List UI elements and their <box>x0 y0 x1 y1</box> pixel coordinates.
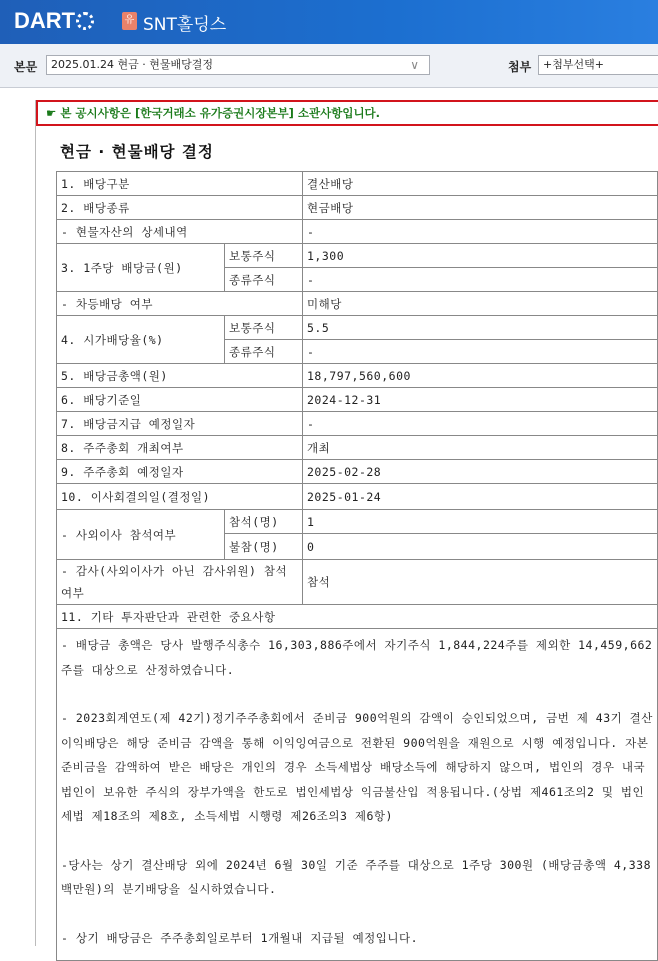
sub-label: 참석(명) <box>225 510 303 534</box>
row-label: 8. 주주총회 개최여부 <box>57 436 303 460</box>
table-row <box>57 388 658 412</box>
row-value: 2025-01-24 <box>303 484 658 510</box>
row-label: 4. 시가배당율(%) <box>57 316 225 364</box>
note-paragraph: -당사는 상기 결산배당 외에 2024년 6월 30일 기준 주주를 대상으로 1주당 300원 (배당금총액 4,338백만원)의 분기배당을 실시하였습니다. <box>61 857 652 896</box>
row-value: 5.5 <box>303 316 658 340</box>
table-row <box>57 244 658 268</box>
dart-logo[interactable] <box>14 8 94 34</box>
table-row <box>57 292 658 316</box>
logo-sun-icon <box>76 12 94 30</box>
row-value: 현금배당 <box>303 196 658 220</box>
row-label: - 차등배당 여부 <box>57 292 303 316</box>
row-value: 2025-02-28 <box>303 460 658 484</box>
row-label: 9. 주주총회 예정일자 <box>57 460 303 484</box>
chevron-down-icon: ∨ <box>410 58 419 72</box>
table-row <box>57 629 658 961</box>
table-row <box>57 220 658 244</box>
note-paragraph: - 상기 배당금은 주주총회일로부터 1개월내 지급될 예정입니다. <box>61 930 419 945</box>
section-header: 11. 기타 투자판단과 관련한 중요사항 <box>57 605 658 629</box>
row-label: 2. 배당종류 <box>57 196 303 220</box>
row-value: 개최 <box>303 436 658 460</box>
main-doc-value: 2025.01.24 현금 · 현물배당결정 <box>51 58 213 71</box>
table-row <box>57 605 658 629</box>
row-label: 5. 배당금총액(원) <box>57 364 303 388</box>
notes-cell <box>57 629 658 961</box>
logo-text: DART <box>14 8 76 33</box>
table-row <box>57 436 658 460</box>
table-row <box>57 316 658 340</box>
table-row <box>57 560 658 605</box>
header-bar <box>0 0 658 44</box>
row-value: - <box>303 220 658 244</box>
market-badge: 유 <box>122 12 137 30</box>
main-doc-select[interactable] <box>46 55 430 75</box>
row-label: 10. 이사회결의일(결정일) <box>57 484 303 510</box>
row-value: 1 <box>303 510 658 534</box>
sub-label: 보통주식 <box>225 316 303 340</box>
row-value: 결산배당 <box>303 172 658 196</box>
row-label: - 감사(사외이사가 아닌 감사위원) 참석여부 <box>57 560 303 605</box>
sub-label: 불참(명) <box>225 534 303 560</box>
company-name: SNT홀딩스 <box>143 15 227 35</box>
row-label: 3. 1주당 배당금(원) <box>57 244 225 292</box>
row-value: 참석 <box>303 560 658 605</box>
row-label: 1. 배당구분 <box>57 172 303 196</box>
row-label: 7. 배당금지급 예정일자 <box>57 412 303 436</box>
note-paragraph: - 배당금 총액은 당사 발행주식총수 16,303,886주에서 자기주식 1,844,224주를 제외한 14,459,662주를 대상으로 산정하였습니다. <box>61 638 653 677</box>
table-row <box>57 196 658 220</box>
page-title: 현금 · 현물배당 결정 <box>60 143 214 161</box>
sub-label: 종류주식 <box>225 268 303 292</box>
main-doc-label: 본문 <box>14 60 38 74</box>
toolbar <box>0 44 658 88</box>
row-value: 1,300 <box>303 244 658 268</box>
row-value: 2024-12-31 <box>303 388 658 412</box>
table-row <box>57 172 658 196</box>
row-value: - <box>303 268 658 292</box>
row-value: 18,797,560,600 <box>303 364 658 388</box>
table-row <box>57 510 658 534</box>
row-label: - 사외이사 참석여부 <box>57 510 225 560</box>
table-row <box>57 412 658 436</box>
row-value: - <box>303 412 658 436</box>
row-value: 미해당 <box>303 292 658 316</box>
table-row <box>57 484 658 510</box>
table-row <box>57 364 658 388</box>
row-value: 0 <box>303 534 658 560</box>
table-row <box>57 460 658 484</box>
row-value: - <box>303 340 658 364</box>
sub-label: 보통주식 <box>225 244 303 268</box>
attach-label: 첨부 <box>508 60 532 74</box>
attach-select[interactable]: +첨부선택+ <box>538 55 658 75</box>
content-border <box>35 100 36 946</box>
note-paragraph: - 2023회계연도(제 42기)정기주주총회에서 준비금 900억원의 감액이 승인되었으며, 금번 제 43기 결산 이익배당은 해당 준비금 감액을 통해 이익잉여금으로 전환된 900억원을 재원으로 시행 예정입니다. 자본준비금을 감액하여 받은 배당은 개인의 경우 소득세법상 배당소득에 해당하지 않으며, 법인의 경우 내국법인이 보유한 주식의 장부가액을 한도로 법인세법상 익금불산입 적용됩니다.(상법 제461조의2 및 법인세법 제18조의 제8호, 소득세법 시행령 제26조의3 제6항) <box>61 711 653 823</box>
sub-label: 종류주식 <box>225 340 303 364</box>
row-label: - 현물자산의 상세내역 <box>57 220 303 244</box>
disclosure-table <box>56 171 658 961</box>
notice-banner: ☛ 본 공시사항은 [한국거래소 유가증권시장본부] 소관사항입니다. <box>36 100 658 126</box>
row-label: 6. 배당기준일 <box>57 388 303 412</box>
